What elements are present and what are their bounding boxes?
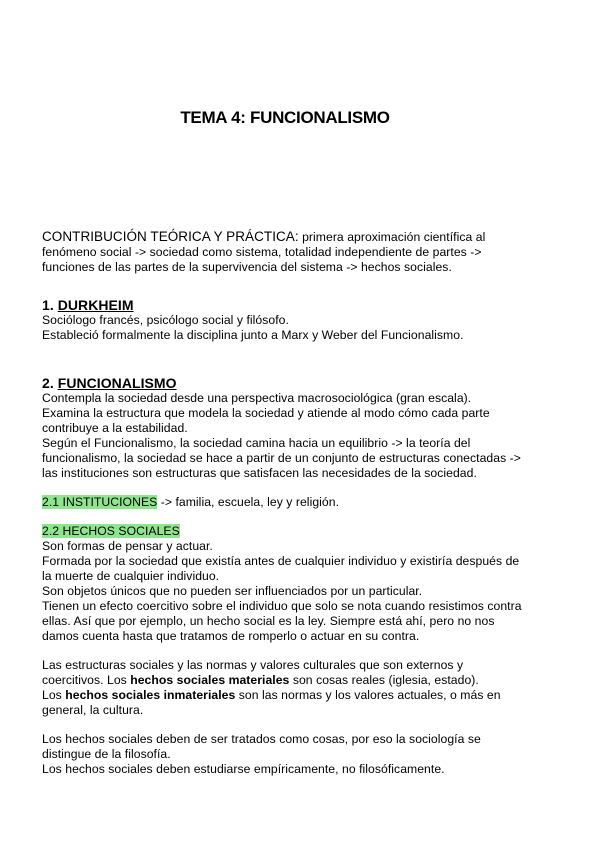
section-2-heading [42, 375, 554, 391]
paragraph-3-line-3-post: son las normas y los valores actuales, o más en [235, 688, 501, 702]
page-title: TEMA 4: FUNCIONALISMO [180, 108, 390, 127]
paragraph-3-line-4: general, la cultura. [42, 703, 144, 717]
section-1-title: DURKHEIM [57, 297, 134, 313]
material-social-facts-term: hechos sociales materiales [130, 673, 290, 687]
section-2-line: funcionalismo, la sociedad se hace a partir de un conjunto de estructuras conectadas -> [42, 451, 521, 465]
section-2-number: 2. [42, 375, 58, 391]
paragraph-3-line-2-pre: coercitivos. Los [42, 673, 131, 687]
section-2-line: Contempla la sociedad desde una perspectiva macrosociológica (gran escala). [42, 391, 472, 405]
subsection-2-2-heading [42, 524, 554, 539]
subsection-2-1-label: 2.1 INSTITUCIONES [42, 495, 158, 509]
paragraph-4-line: Los hechos sociales deben de ser tratados como cosas, por eso la sociología se [42, 732, 481, 746]
intro-paragraph [42, 229, 554, 245]
intro-text-line-3: funciones de las partes de la supervivencia del sistema -> hechos sociales. [42, 260, 452, 274]
paragraph-3-line-1: Las estructuras sociales y las normas y valores culturales que son externos y [42, 658, 464, 672]
paragraph-3-line-2-post: son cosas reales (iglesia, estado). [289, 673, 479, 687]
section-2-line: Según el Funcionalismo, la sociedad camina hacia un equilibrio -> la teoría del [42, 436, 471, 450]
subsection-2-1 [42, 495, 554, 510]
paragraph-3-line-2 [42, 673, 554, 688]
intro-text-line-2: fenómeno social -> sociedad como sistema, totalidad independiente de partes -> [42, 245, 482, 259]
section-1-line: Estableció formalmente la disciplina junto a Marx y Weber del Funcionalismo. [42, 328, 464, 342]
section-2-title: FUNCIONALISMO [57, 375, 177, 391]
intro-text-line-1: primera aproximación científica al [298, 230, 486, 244]
subsection-2-2-line: Son objetos únicos que no pueden ser influenciados por un particular. [42, 584, 423, 598]
section-2-line: contribuye a la estabilidad. [42, 421, 188, 435]
document-body [42, 229, 554, 777]
paragraph-3-line-3-pre: Los [42, 688, 66, 702]
subsection-2-2-line: Tienen un efecto coercitivo sobre el individuo que solo se nota cuando resistimos contra [42, 599, 522, 613]
subsection-2-2-line: Formada por la sociedad que existía antes de cualquier individuo y existiría después de [42, 554, 520, 568]
subsection-2-2-line: damos cuenta hasta que tratamos de romperlo o actuar en su contra. [42, 629, 420, 643]
immaterial-social-facts-term: hechos sociales inmateriales [65, 688, 236, 702]
section-1-line: Sociólogo francés, psicólogo social y filósofo. [42, 313, 289, 327]
paragraph-3-line-3 [42, 688, 554, 703]
paragraph-4-line: distingue de la filosofía. [42, 747, 171, 761]
subsection-2-2-label: 2.2 HECHOS SOCIALES [42, 524, 180, 538]
subsection-2-2-line: la muerte de cualquier individuo. [42, 569, 220, 583]
section-2-line: las instituciones son estructuras que satisfacen las necesidades de la sociedad. [42, 466, 477, 480]
paragraph-4-line: Los hechos sociales deben estudiarse empíricamente, no filosóficamente. [42, 762, 445, 776]
subsection-2-1-text: -> familia, escuela, ley y religión. [157, 495, 340, 509]
subsection-2-2-line: Son formas de pensar y actuar. [42, 539, 213, 553]
subsection-2-2-line: ellas. Así que por ejemplo, un hecho social es la ley. Siempre está ahí, pero no nos [42, 614, 495, 628]
section-1-number: 1. [42, 297, 58, 313]
section-2-line: Examina la estructura que modela la sociedad y atiende al modo cómo cada parte [42, 406, 490, 420]
intro-label: CONTRIBUCIÓN TEÓRICA Y PRÁCTICA: [42, 229, 299, 244]
section-1-heading [42, 297, 554, 313]
